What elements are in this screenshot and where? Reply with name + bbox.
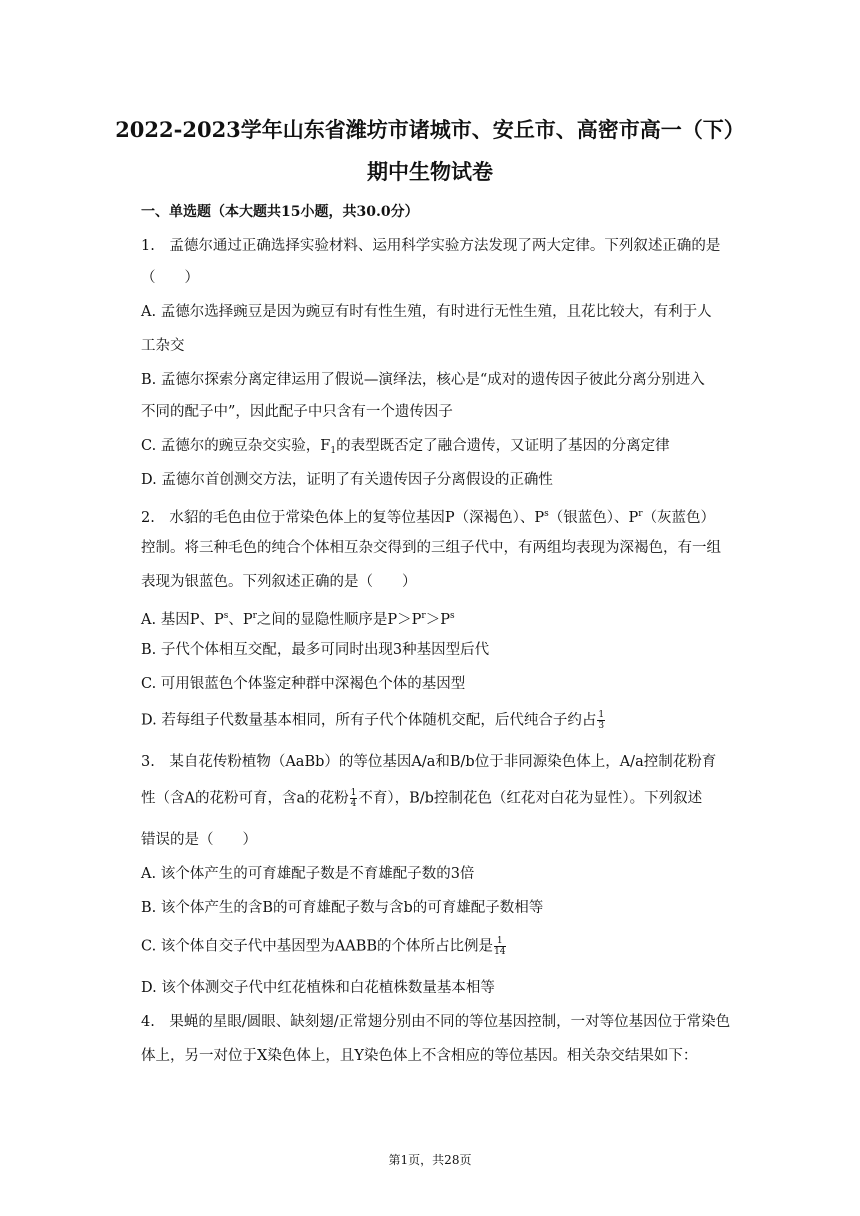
q1-option-a-line2: 工杂交 [141,338,185,354]
q1-option-c-text: C. 孟德尔的豌豆杂交实验，F [141,438,331,454]
superscript: s [223,611,229,621]
q2-option-a-text: A. 基因P、P [141,612,224,628]
fraction-one-fourteenth: $\frac{1}{14}$ [494,936,506,957]
superscript: r [252,611,257,621]
q1-stem-line2: （ ） [141,270,199,286]
superscript: r [421,611,426,621]
q1-option-c-text-rest: 的表型既否定了融合遗传，又证明了基因的分离定律 [336,438,670,454]
exam-title-line1: 2022-2023学年山东省潍坊市诸城市、安丘市、高密市高一（下） [115,117,745,142]
fraction-one-third: $\frac{1}{3}$ [598,710,605,731]
q3-stem-line1: 3. 某自花传粉植物（AaBb）的等位基因A/a和B/b位于非同源染色体上，A/a控制花粉育 [141,754,717,770]
page-footer: 第1页，共28页 [388,1153,472,1167]
q2-stem-line3: 表现为银蓝色。下列叙述正确的是（ ） [141,574,417,590]
exam-title-line2: 期中生物试卷 [367,159,493,184]
q2-stem-line2: 控制。将三种毛色的纯合个体相互杂交得到的三组子代中，有两组均表现为深褐色，有一组 [141,540,721,556]
q2-option-a-text: 、P [228,612,253,628]
superscript: s [450,611,455,621]
q3-stem-line3: 错误的是（ ） [141,832,257,848]
q3-option-b: B. 该个体产生的含B的可育雄配子数与含b的可育雄配子数相等 [141,900,544,916]
q3-option-c-text: C. 该个体自交子代中基因型为AABB的个体所占比例是 [141,938,494,955]
q2-stem-line1 [141,504,751,528]
q2-option-a [141,606,751,630]
q2-option-d [141,710,751,731]
q1-stem-line1: 1. 孟德尔通过正确选择实验材料、运用科学实验方法发现了两大定律。下列叙述正确的是 [141,238,721,254]
q2-option-c: C. 可用银蓝色个体鉴定种群中深褐色个体的基因型 [141,676,466,692]
section-heading: 一、单选题（本大题共15小题，共30.0分） [141,204,419,220]
subscript: 1 [330,446,337,456]
q2-stem-text: 2. 水貂的毛色由位于常染色体上的复等位基因P（深褐色）、P [141,510,545,526]
q2-stem-text: （银蓝色）、P [548,510,639,526]
q3-stem-text: 性（含A的花粉可育，含a的花粉 [141,790,349,807]
q1-option-b-line2: 不同的配子中”，因此配子中只含有一个遗传因子 [141,404,453,420]
q3-stem-line2 [141,788,751,809]
q2-option-b: B. 子代个体相互交配，最多可同时出现3种基因型后代 [141,642,490,658]
q1-option-d: D. 孟德尔首创测交方法，证明了有关遗传因子分离假设的正确性 [141,472,553,488]
q2-option-d-text: D. 若每组子代数量基本相同，所有子代个体随机交配，后代纯合子约占 [141,712,597,729]
superscript: s [544,509,549,519]
q3-option-a: A. 该个体产生的可育雄配子数是不育雄配子数的3倍 [141,866,475,882]
fraction-one-quarter: $\frac{1}{4}$ [350,788,357,809]
q2-option-a-text: ＞P [425,612,450,628]
q3-stem-text-rest: 不育），B/b控制花色（红花对白花为显性）。下列叙述 [358,790,703,807]
q3-option-d: D. 该个体测交子代中红花植株和白花植株数量基本相等 [141,980,495,996]
q2-stem-text: （灰蓝色） [642,510,716,526]
q2-option-a-text: 之间的显隐性顺序是P＞P [256,612,422,628]
q3-option-c [141,936,751,957]
q4-stem-line2: 体上，另一对位于X染色体上，且Y染色体上不含相应的等位基因。相关杂交结果如下： [141,1048,698,1064]
q1-option-b-line1: B. 孟德尔探索分离定律运用了假说—演绎法，核心是“成对的遗传因子彼此分离分别进入 [141,372,705,388]
q4-stem-line1: 4. 果蝇的星眼/圆眼、缺刻翅/正常翅分别由不同的等位基因控制，一对等位基因位于常染色 [141,1014,731,1030]
q1-option-c [141,436,751,461]
q1-option-a-line1: A. 孟德尔选择豌豆是因为豌豆有时有性生殖，有时进行无性生殖，且花比较大，有利于人 [141,304,712,320]
superscript: r [638,509,643,519]
